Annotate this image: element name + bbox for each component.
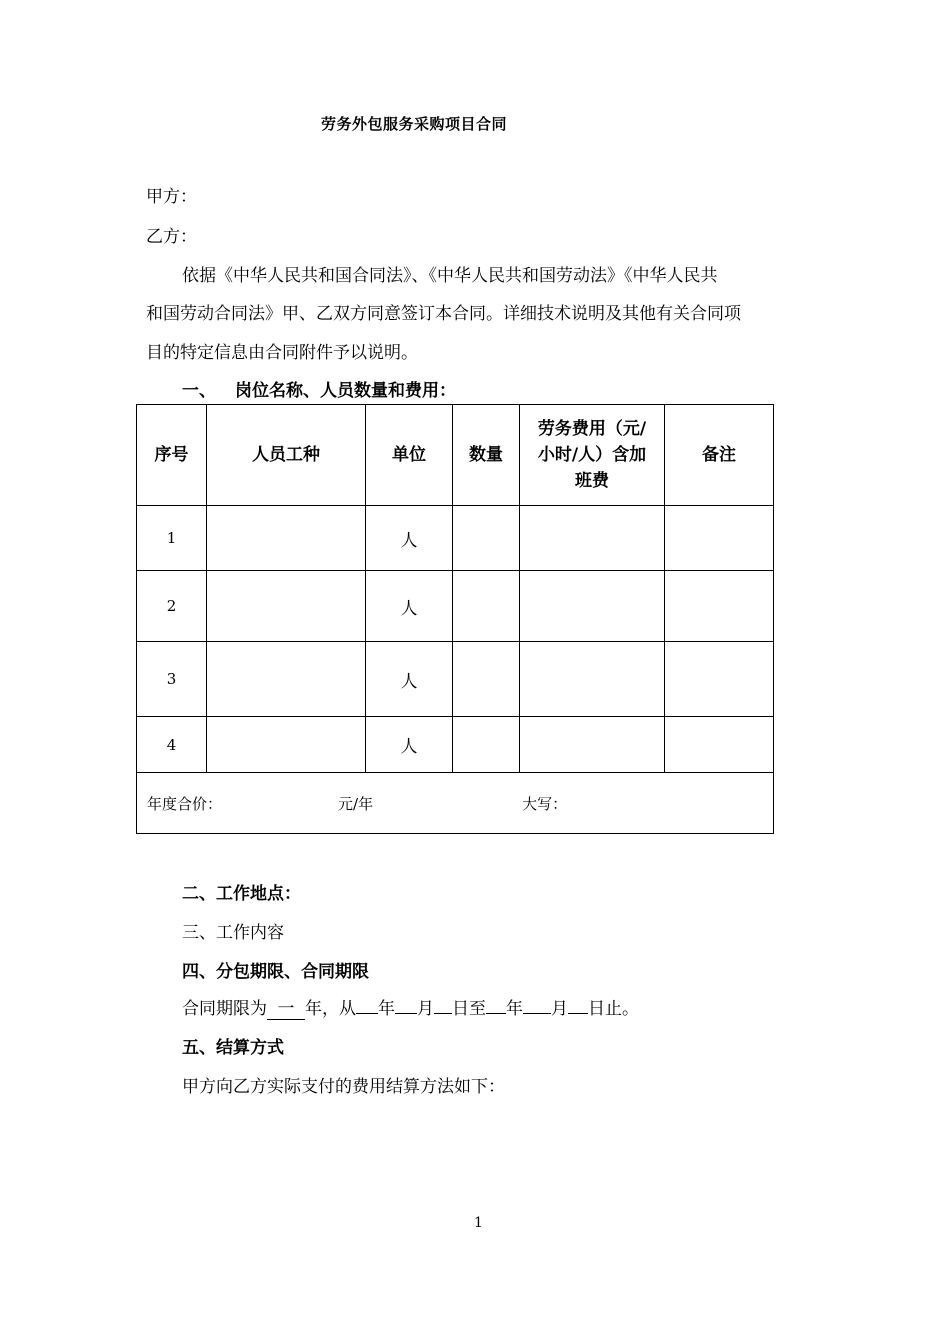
row-fee (520, 506, 665, 571)
end-month-label: 月 (551, 999, 568, 1019)
row-remark (665, 717, 774, 773)
row-remark (665, 506, 774, 571)
page-number: 1 (474, 1215, 483, 1231)
row-quantity (453, 642, 520, 717)
end-year-blank (486, 1013, 506, 1014)
table-row (137, 642, 774, 717)
table-row (137, 717, 774, 773)
row-worker-type (207, 506, 366, 571)
term-years-blank: 一 (267, 1001, 305, 1020)
row-remark (665, 571, 774, 642)
row-fee (520, 642, 665, 717)
annual-total-label: 年度合价： (147, 794, 223, 813)
header-worker-type: 人员工种 (207, 405, 366, 506)
row-seq: 1 (137, 506, 207, 571)
end-day-label: 日止。 (588, 999, 639, 1019)
table-row (137, 571, 774, 642)
start-year-blank (356, 1013, 378, 1014)
party-b-label: 乙方： (146, 227, 197, 247)
end-day-blank (568, 1013, 588, 1014)
row-seq: 3 (137, 642, 207, 717)
row-seq: 2 (137, 571, 207, 642)
row-quantity (453, 571, 520, 642)
section-5-heading: 五、结算方式 (182, 1038, 284, 1058)
annual-total-cell (137, 773, 774, 834)
section-2-heading: 二、工作地点： (182, 884, 301, 904)
table-total-row (137, 773, 774, 834)
section-1-number: 一、 (182, 381, 216, 401)
row-worker-type (207, 717, 366, 773)
row-quantity (453, 506, 520, 571)
row-seq: 4 (137, 717, 207, 773)
header-fee-line-1: 劳务费用（元/ (537, 419, 647, 439)
row-unit: 人 (366, 506, 453, 571)
table-row (137, 506, 774, 571)
start-month-label: 月 (417, 999, 434, 1019)
row-worker-type (207, 571, 366, 642)
header-quantity: 数量 (453, 405, 520, 506)
party-a-label: 甲方： (146, 187, 197, 207)
start-month-blank (395, 1013, 417, 1014)
end-year-label: 年 (506, 999, 523, 1019)
section-1-heading: 岗位名称、人员数量和费用： (235, 381, 456, 401)
start-day-label: 日至 (452, 999, 486, 1019)
intro-line-2: 和国劳动合同法》甲、乙双方同意签订本合同。详细技术说明及其他有关合同项 (146, 304, 741, 324)
section-3-heading: 三、工作内容 (182, 923, 284, 943)
header-fee-line-2: 小时/人）含加 (537, 445, 647, 465)
intro-line-3: 目的特定信息由合同附件予以说明。 (146, 343, 418, 363)
document-title: 劳务外包服务采购项目合同 (321, 115, 508, 133)
contract-term-line (182, 994, 639, 1020)
header-seq: 序号 (137, 405, 207, 506)
row-fee (520, 717, 665, 773)
row-worker-type (207, 642, 366, 717)
start-day-blank (434, 1013, 452, 1014)
header-unit: 单位 (366, 405, 453, 506)
row-fee (520, 571, 665, 642)
annual-total-unit: 元/年 (338, 794, 374, 813)
row-remark (665, 642, 774, 717)
end-month-blank (523, 1013, 551, 1014)
row-quantity (453, 717, 520, 773)
section-4-heading: 四、分包期限、合同期限 (182, 962, 369, 982)
settlement-text: 甲方向乙方实际支付的费用结算方法如下： (182, 1077, 505, 1097)
start-year-label: 年 (378, 999, 395, 1019)
personnel-fee-table (136, 404, 774, 834)
row-unit: 人 (366, 571, 453, 642)
term-year-from: 年，从 (305, 999, 356, 1019)
term-prefix: 合同期限为 (182, 999, 267, 1019)
intro-line-1: 依据《中华人民共和国合同法》、《中华人民共和国劳动法》《中华人民共 (182, 266, 718, 286)
header-fee (520, 405, 665, 506)
header-fee-line-3: 班费 (575, 471, 609, 491)
header-remark: 备注 (665, 405, 774, 506)
row-unit: 人 (366, 642, 453, 717)
table-header-row (137, 405, 774, 506)
amount-in-words-label: 大写： (522, 794, 568, 813)
row-unit: 人 (366, 717, 453, 773)
